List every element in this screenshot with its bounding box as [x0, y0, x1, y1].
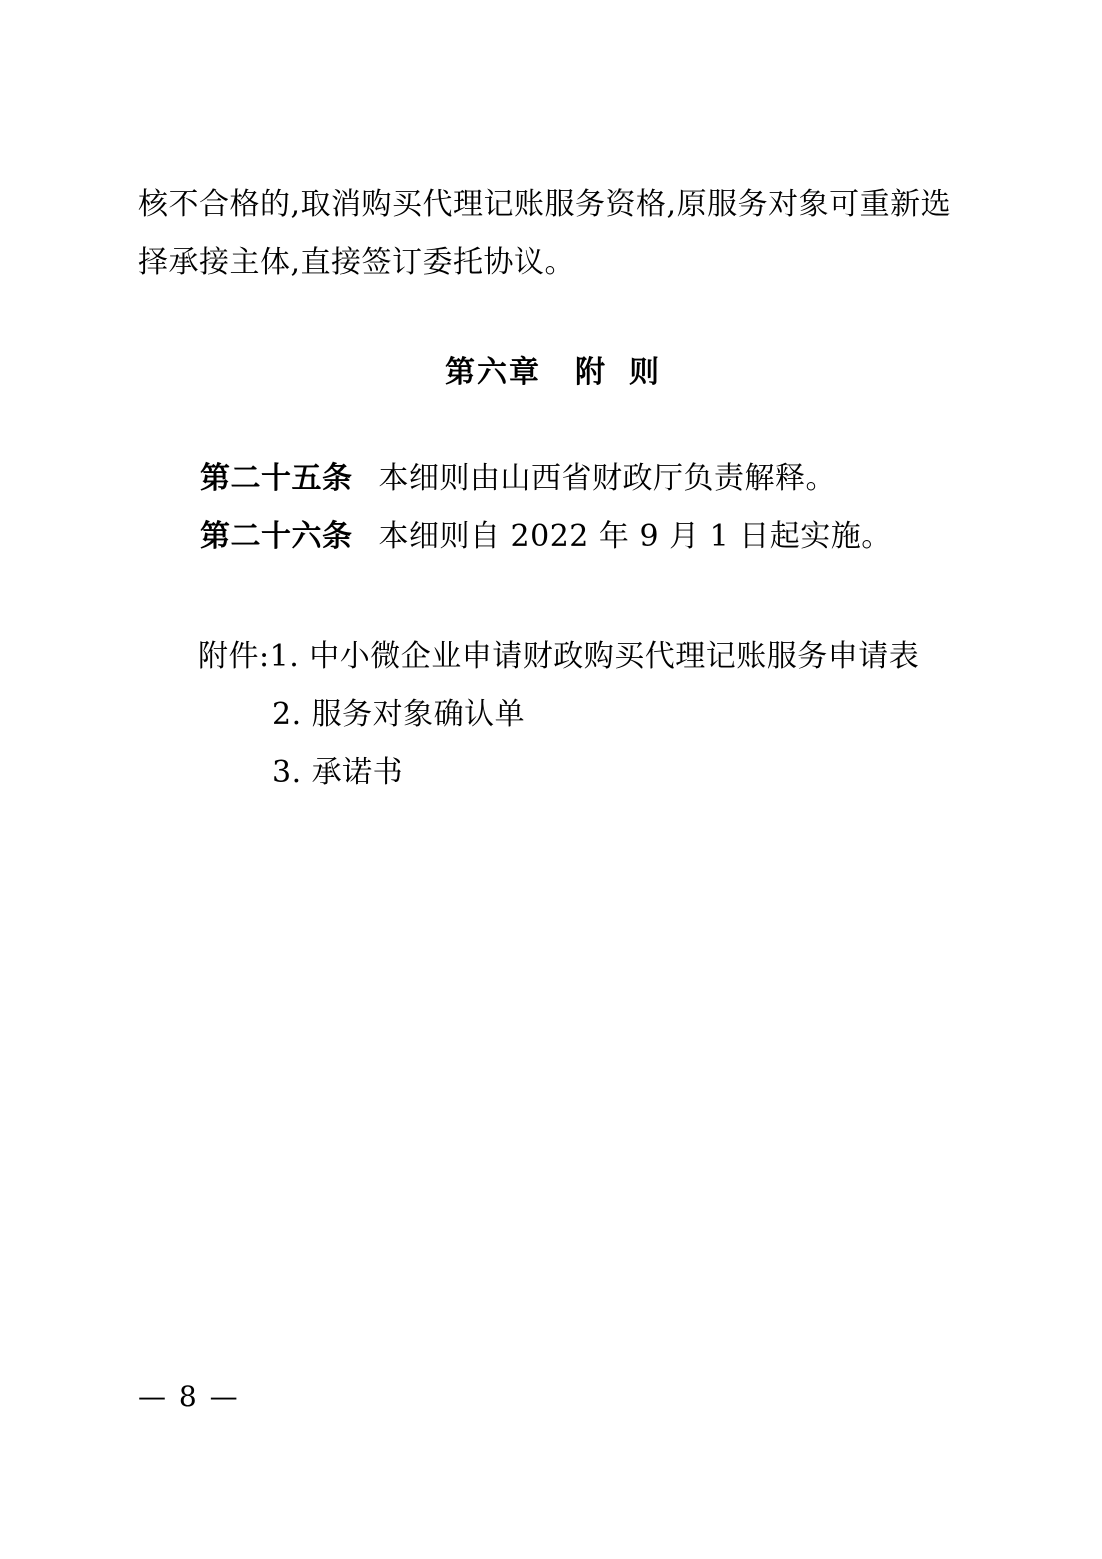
article-label: 第二十五条: [200, 461, 353, 496]
attachment-list: [138, 628, 968, 802]
body-paragraph-line-1: 核不合格的,取消购买代理记账服务资格,原服务对象可重新选: [138, 187, 952, 222]
article-list: [138, 450, 968, 566]
article-label: 第二十六条: [200, 519, 353, 554]
page-number: — 8 —: [138, 1380, 240, 1413]
body-paragraph-line-2: 择承接主体,直接签订委托协议。: [138, 245, 576, 280]
page-content: [138, 176, 968, 802]
body-paragraph: [138, 176, 968, 292]
attachment-item-3: 3. 承诺书: [272, 755, 404, 790]
chapter-number: 第六章: [445, 355, 541, 390]
article-item: [138, 508, 968, 566]
article-text: 本细则由山西省财政厅负责解释。: [378, 461, 836, 496]
attachment-item-1: 附件:1. 中小微企业申请财政购买代理记账服务申请表: [198, 639, 920, 674]
chapter-title-char-2: 则: [629, 355, 661, 390]
article-text: 本细则自 2022 年 9 月 1 日起实施。: [378, 519, 892, 554]
chapter-heading: [138, 344, 968, 402]
attachment-item-2: 2. 服务对象确认单: [272, 697, 526, 732]
article-item: [138, 450, 968, 508]
chapter-title-char-1: 附: [575, 355, 607, 390]
